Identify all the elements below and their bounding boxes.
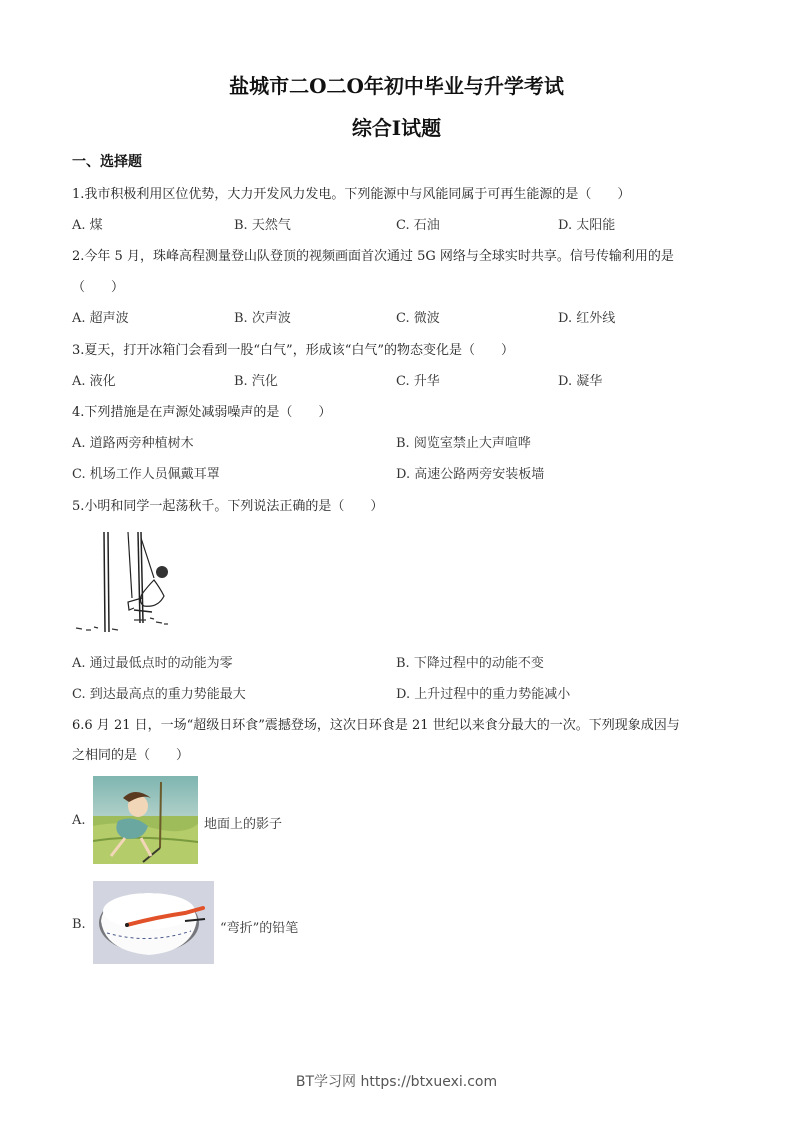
question-3-option-c: C. 升华 bbox=[396, 374, 440, 389]
question-3-option-b: B. 汽化 bbox=[234, 374, 278, 389]
question-2-option-c: C. 微波 bbox=[396, 311, 440, 326]
question-5-option-a: A. 通过最低点时的动能为零 bbox=[72, 656, 233, 671]
question-3-option-a: A. 液化 bbox=[72, 374, 116, 389]
question-4-option-d: D. 高速公路两旁安装板墙 bbox=[396, 467, 545, 482]
question-6-option-b-letter: B. bbox=[72, 917, 86, 932]
question-5-option-c: C. 到达最高点的重力势能最大 bbox=[72, 687, 246, 702]
question-6-option-a-letter: A. bbox=[72, 813, 86, 828]
question-5-stem: 5.小明和同学一起荡秋千。下列说法正确的是（ ） bbox=[72, 499, 384, 514]
question-6-option-b-caption: “弯折”的铅笔 bbox=[220, 921, 299, 936]
swing-illustration bbox=[72, 528, 192, 640]
question-2-stem: 2.今年 5 月，珠峰高程测量登山队登顶的视频画面首次通过 5G 网络与全球实时共享。信号传输利用的是 bbox=[72, 249, 674, 264]
bent-pencil-picture bbox=[93, 881, 214, 964]
question-2-option-b: B. 次声波 bbox=[234, 311, 291, 326]
question-1-stem: 1.我市积极利用区位优势，大力开发风力发电。下列能源中与风能同属于可再生能源的是（ ） bbox=[72, 187, 631, 202]
question-2-option-a: A. 超声波 bbox=[72, 311, 129, 326]
question-5-option-d: D. 上升过程中的重力势能减小 bbox=[396, 687, 571, 702]
section-heading: 一、选择题 bbox=[72, 154, 142, 170]
question-2-stem-continued: （ ） bbox=[72, 280, 125, 295]
question-4-option-a: A. 道路两旁种植树木 bbox=[72, 436, 194, 451]
question-2-option-d: D. 红外线 bbox=[558, 311, 616, 326]
page-title: 盐城市二O二O年初中毕业与升学考试 bbox=[229, 74, 564, 98]
question-3-option-d: D. 凝华 bbox=[558, 374, 603, 389]
question-4-option-c: C. 机场工作人员佩戴耳罩 bbox=[72, 467, 220, 482]
question-3-stem: 3.夏天，打开冰箱门会看到一股“白气”，形成该“白气”的物态变化是（ ） bbox=[72, 343, 514, 358]
question-6-stem: 6.6 月 21 日，一场“超级日环食”震撼登场，这次日环食是 21 世纪以来食分最大的一次。下列现象成因与 bbox=[72, 718, 680, 733]
footer-watermark: BT学习网 https://btxuexi.com bbox=[295, 1074, 498, 1090]
page-subtitle: 综合Ⅰ试题 bbox=[351, 116, 442, 140]
question-6-option-a-caption: 地面上的影子 bbox=[204, 817, 283, 832]
question-4-option-b: B. 阅览室禁止大声喧哗 bbox=[396, 436, 531, 451]
question-1-option-d: D. 太阳能 bbox=[558, 218, 616, 233]
question-1-option-a: A. 煤 bbox=[72, 218, 103, 233]
question-1-option-b: B. 天然气 bbox=[234, 218, 291, 233]
question-1-option-c: C. 石油 bbox=[396, 218, 440, 233]
question-5-option-b: B. 下降过程中的动能不变 bbox=[396, 656, 544, 671]
question-6-stem-continued: 之相同的是（ ） bbox=[72, 748, 190, 763]
shadow-picture bbox=[93, 776, 198, 864]
question-4-stem: 4.下列措施是在声源处减弱噪声的是（ ） bbox=[72, 405, 332, 420]
